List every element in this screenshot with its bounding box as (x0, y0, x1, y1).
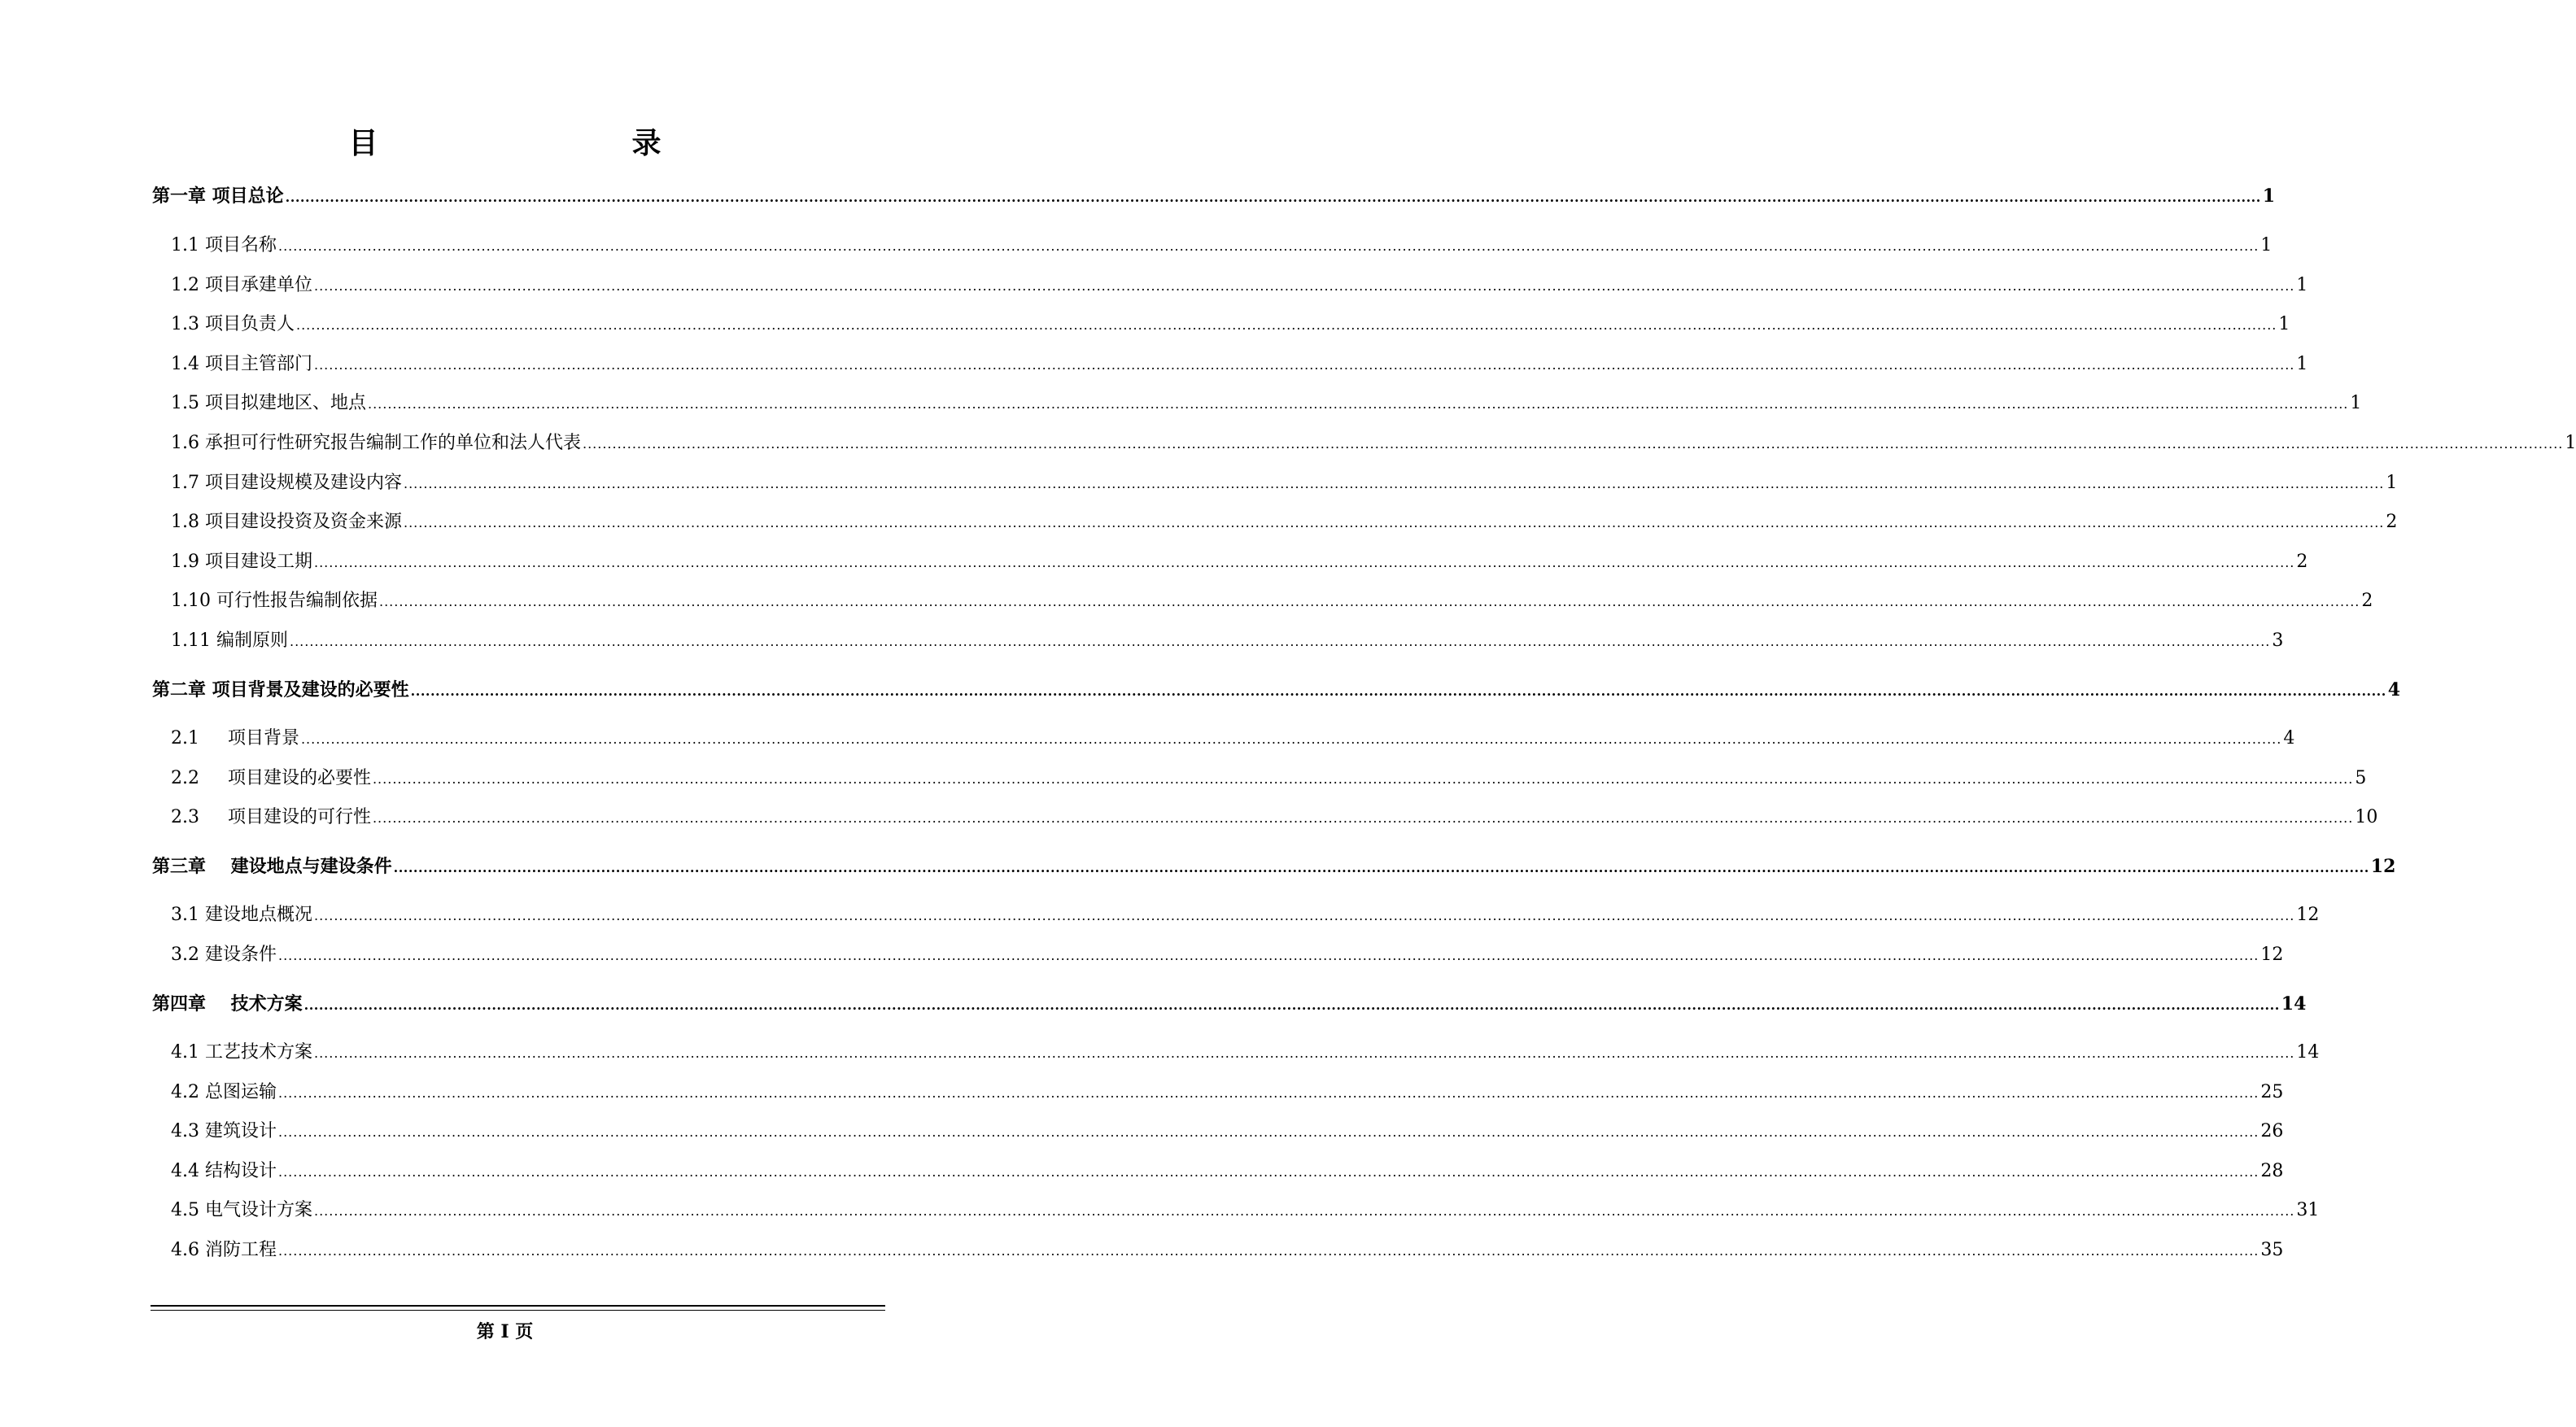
toc-entry-page: 14 (2281, 993, 2307, 1015)
toc-entry-page: 25 (2260, 1082, 2284, 1102)
dot-leader: ................................................................................................................................................................................................................................................................................................................................................................................................................ (367, 396, 2349, 412)
toc-entry-label: 1.1 项目名称 (171, 235, 277, 255)
toc-section-4-1[interactable] (171, 1042, 2320, 1063)
dot-leader: ................................................................................................................................................................................................................................................................................................................................................................................................................ (313, 278, 2295, 294)
toc-entry-label: 1.8 项目建设投资及资金来源 (171, 512, 402, 532)
toc-section-4-6[interactable] (171, 1240, 2284, 1260)
dot-leader: ................................................................................................................................................................................................................................................................................................................................................................................................................ (303, 997, 2280, 1013)
toc-entry-page: 26 (2260, 1121, 2284, 1141)
toc-section-3-1[interactable] (171, 905, 2320, 925)
dot-leader: ................................................................................................................................................................................................................................................................................................................................................................................................................ (289, 634, 2271, 649)
toc-entry-page: 1 (2565, 433, 2576, 453)
dot-leader: ................................................................................................................................................................................................................................................................................................................................................................................................................ (372, 810, 2354, 826)
toc-entry-page: 1 (2296, 275, 2308, 295)
toc-entry-label: 第四章 技术方案 (152, 993, 303, 1015)
toc-entry-page: 2 (2386, 512, 2398, 532)
dot-leader: ................................................................................................................................................................................................................................................................................................................................................................................................................ (378, 594, 2360, 609)
toc-section-2-2[interactable] (171, 768, 2367, 788)
dot-leader: ................................................................................................................................................................................................................................................................................................................................................................................................................ (393, 860, 2369, 875)
toc-entry-label: 2.3 项目建设的可行性 (171, 807, 371, 827)
toc-entry-label: 3.1 建设地点概况 (171, 905, 312, 925)
toc-entry-page: 1 (2260, 235, 2273, 255)
dot-leader: ................................................................................................................................................................................................................................................................................................................................................................................................................ (300, 731, 2282, 747)
toc-entry-page: 5 (2355, 768, 2367, 788)
toc-section-4-3[interactable] (171, 1121, 2284, 1141)
toc-section-4-5[interactable] (171, 1200, 2320, 1220)
toc-chapter-3[interactable] (152, 856, 2396, 877)
dot-leader: ................................................................................................................................................................................................................................................................................................................................................................................................................ (277, 1243, 2259, 1259)
toc-entry-label: 1.2 项目承建单位 (171, 275, 312, 295)
dot-leader: ................................................................................................................................................................................................................................................................................................................................................................................................................ (277, 948, 2259, 963)
toc-section-1-8[interactable] (171, 512, 2398, 532)
toc-entry-label: 1.6 承担可行性研究报告编制工作的单位和法人代表 (171, 433, 581, 453)
dot-leader: ................................................................................................................................................................................................................................................................................................................................................................................................................ (313, 1203, 2295, 1219)
toc-section-1-3[interactable] (171, 314, 2290, 334)
dot-leader: ................................................................................................................................................................................................................................................................................................................................................................................................................ (582, 436, 2564, 452)
toc-entry-page: 1 (2386, 473, 2398, 493)
toc-entry-label: 1.11 编制原则 (171, 631, 288, 651)
footer-rule-thick (151, 1305, 885, 1307)
toc-entry-page: 2 (2296, 552, 2308, 572)
toc-section-3-2[interactable] (171, 945, 2284, 965)
toc-entry-label: 2.2 项目建设的必要性 (171, 768, 371, 788)
toc-section-1-4[interactable] (171, 354, 2308, 374)
toc-entry-label: 第三章 建设地点与建设条件 (152, 856, 392, 877)
toc-entry-page: 12 (2370, 856, 2396, 877)
toc-entry-label: 4.3 建筑设计 (171, 1121, 277, 1141)
toc-section-4-2[interactable] (171, 1082, 2284, 1102)
dot-leader: ................................................................................................................................................................................................................................................................................................................................................................................................................ (403, 476, 2385, 491)
dot-leader: ................................................................................................................................................................................................................................................................................................................................................................................................................ (277, 238, 2259, 254)
toc-section-1-6[interactable] (171, 433, 2576, 453)
toc-section-2-1[interactable] (171, 728, 2295, 748)
toc-entry-label: 4.2 总图运输 (171, 1082, 277, 1102)
toc-entry-label: 1.3 项目负责人 (171, 314, 295, 334)
toc-entry-page: 4 (2387, 679, 2401, 700)
dot-leader: ................................................................................................................................................................................................................................................................................................................................................................................................................ (277, 1124, 2259, 1140)
toc-section-1-5[interactable] (171, 393, 2362, 413)
dot-leader: ................................................................................................................................................................................................................................................................................................................................................................................................................ (410, 683, 2386, 699)
toc-section-1-9[interactable] (171, 552, 2308, 572)
toc-entry-label: 2.1 项目背景 (171, 728, 299, 748)
toc-section-1-2[interactable] (171, 275, 2308, 295)
dot-leader: ................................................................................................................................................................................................................................................................................................................................................................................................................ (372, 771, 2354, 787)
dot-leader: ................................................................................................................................................................................................................................................................................................................................................................................................................ (277, 1085, 2259, 1101)
toc-entry-label: 第二章 项目背景及建设的必要性 (152, 679, 409, 700)
toc-entry-label: 1.7 项目建设规模及建设内容 (171, 473, 402, 493)
dot-leader: ................................................................................................................................................................................................................................................................................................................................................................................................................ (313, 555, 2295, 570)
footer-rule-thin (151, 1310, 885, 1311)
toc-entry-page: 12 (2296, 905, 2320, 925)
toc-entry-label: 1.9 项目建设工期 (171, 552, 312, 572)
toc-entry-page: 31 (2296, 1200, 2320, 1220)
toc-entry-page: 14 (2296, 1042, 2320, 1063)
toc-section-1-7[interactable] (171, 473, 2398, 493)
toc-entry-label: 4.5 电气设计方案 (171, 1200, 312, 1220)
toc-entry-label: 第一章 项目总论 (152, 185, 284, 207)
toc-entry-page: 1 (2278, 314, 2290, 334)
toc-entry-page: 1 (2262, 185, 2276, 207)
toc-entry-label: 1.10 可行性报告编制依据 (171, 591, 378, 611)
toc-entry-label: 4.6 消防工程 (171, 1240, 277, 1260)
toc-title: 目 录 (348, 126, 727, 160)
toc-entry-page: 10 (2355, 807, 2378, 827)
dot-leader: ................................................................................................................................................................................................................................................................................................................................................................................................................ (403, 515, 2385, 530)
toc-chapter-2[interactable] (152, 679, 2401, 700)
toc-entry-page: 4 (2283, 728, 2295, 748)
toc-section-1-11[interactable] (171, 631, 2284, 651)
dot-leader: ................................................................................................................................................................................................................................................................................................................................................................................................................ (295, 317, 2277, 333)
toc-entry-page: 3 (2272, 631, 2284, 651)
toc-entry-page: 12 (2260, 945, 2284, 965)
page-number-footer: 第 I 页 (476, 1321, 534, 1342)
toc-entry-page: 28 (2260, 1161, 2284, 1181)
toc-entry-label: 1.4 项目主管部门 (171, 354, 312, 374)
toc-entry-page: 1 (2350, 393, 2362, 413)
toc-section-1-1[interactable] (171, 235, 2273, 255)
toc-entry-page: 2 (2361, 591, 2373, 611)
dot-leader: ................................................................................................................................................................................................................................................................................................................................................................................................................ (285, 190, 2261, 205)
toc-entry-label: 4.1 工艺技术方案 (171, 1042, 312, 1063)
toc-entry-label: 3.2 建设条件 (171, 945, 277, 965)
toc-entry-page: 1 (2296, 354, 2308, 374)
toc-chapter-4[interactable] (152, 993, 2307, 1015)
dot-leader: ................................................................................................................................................................................................................................................................................................................................................................................................................ (313, 357, 2295, 373)
dot-leader: ................................................................................................................................................................................................................................................................................................................................................................................................................ (313, 1045, 2295, 1061)
dot-leader: ................................................................................................................................................................................................................................................................................................................................................................................................................ (313, 908, 2295, 923)
toc-section-1-10[interactable] (171, 591, 2373, 611)
toc-entry-page: 35 (2260, 1240, 2284, 1260)
toc-entry-label: 1.5 项目拟建地区、地点 (171, 393, 366, 413)
toc-entry-label: 4.4 结构设计 (171, 1161, 277, 1181)
toc-section-2-3[interactable] (171, 807, 2378, 827)
dot-leader: ................................................................................................................................................................................................................................................................................................................................................................................................................ (277, 1164, 2259, 1180)
toc-section-4-4[interactable] (171, 1161, 2284, 1181)
toc-chapter-1[interactable] (152, 185, 2276, 207)
